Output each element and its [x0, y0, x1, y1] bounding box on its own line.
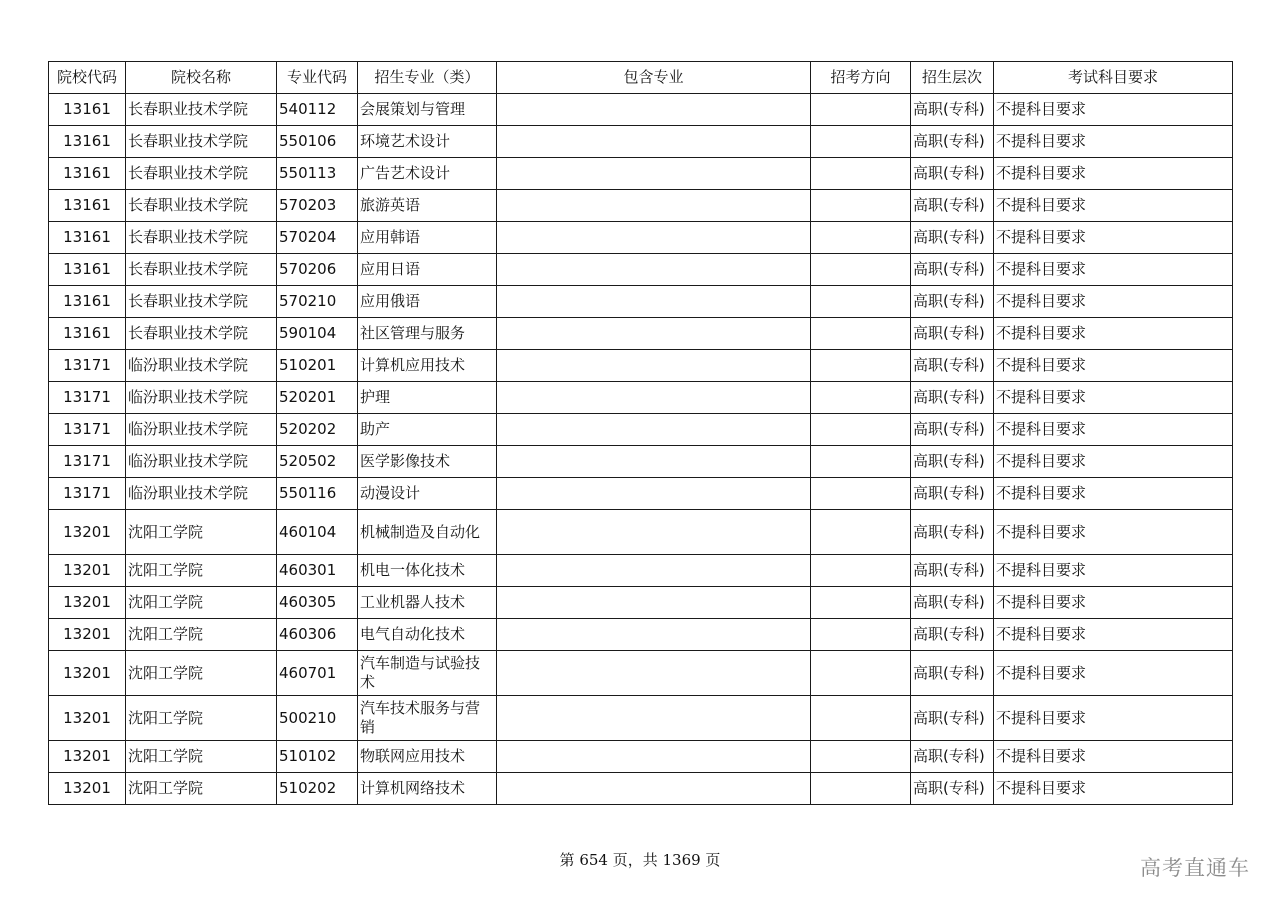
- cell-major: 汽车制造与试验技术: [358, 651, 497, 696]
- cell-school-name: 临汾职业技术学院: [126, 446, 277, 478]
- cell-included-majors: [497, 190, 811, 222]
- cell-school-name: 沈阳工学院: [126, 773, 277, 805]
- cell-requirement: 不提科目要求: [994, 222, 1233, 254]
- cell-school-code: 13171: [49, 478, 126, 510]
- cell-major: 机械制造及自动化: [358, 510, 497, 555]
- cell-school-code: 13161: [49, 318, 126, 350]
- cell-school-name: 沈阳工学院: [126, 741, 277, 773]
- cell-major-code: 540112: [277, 94, 358, 126]
- cell-school-name: 长春职业技术学院: [126, 158, 277, 190]
- cell-requirement: 不提科目要求: [994, 286, 1233, 318]
- cell-requirement: 不提科目要求: [994, 510, 1233, 555]
- cell-school-code: 13171: [49, 382, 126, 414]
- cell-major-code: 460301: [277, 555, 358, 587]
- cell-requirement: 不提科目要求: [994, 741, 1233, 773]
- cell-requirement: 不提科目要求: [994, 696, 1233, 741]
- table-row: [49, 222, 1233, 254]
- cell-school-name: 长春职业技术学院: [126, 190, 277, 222]
- header-row: [49, 62, 1233, 94]
- cell-requirement: 不提科目要求: [994, 414, 1233, 446]
- cell-school-code: 13161: [49, 286, 126, 318]
- cell-school-code: 13201: [49, 773, 126, 805]
- table-row: [49, 126, 1233, 158]
- cell-included-majors: [497, 158, 811, 190]
- cell-school-name: 长春职业技术学院: [126, 286, 277, 318]
- cell-level: 高职(专科): [911, 741, 994, 773]
- cell-level: 高职(专科): [911, 510, 994, 555]
- cell-direction: [811, 126, 911, 158]
- table-row: [49, 651, 1233, 696]
- cell-school-name: 长春职业技术学院: [126, 318, 277, 350]
- cell-school-code: 13161: [49, 94, 126, 126]
- cell-included-majors: [497, 555, 811, 587]
- header-school-name: 院校名称: [126, 62, 277, 94]
- table-row: [49, 555, 1233, 587]
- cell-school-name: 长春职业技术学院: [126, 94, 277, 126]
- cell-included-majors: [497, 414, 811, 446]
- cell-requirement: 不提科目要求: [994, 126, 1233, 158]
- cell-included-majors: [497, 478, 811, 510]
- cell-requirement: 不提科目要求: [994, 158, 1233, 190]
- cell-major: 社区管理与服务: [358, 318, 497, 350]
- cell-level: 高职(专科): [911, 254, 994, 286]
- cell-school-code: 13201: [49, 510, 126, 555]
- cell-direction: [811, 773, 911, 805]
- cell-major: 应用韩语: [358, 222, 497, 254]
- cell-level: 高职(专科): [911, 222, 994, 254]
- cell-included-majors: [497, 696, 811, 741]
- cell-school-code: 13201: [49, 741, 126, 773]
- cell-requirement: 不提科目要求: [994, 478, 1233, 510]
- cell-school-code: 13171: [49, 350, 126, 382]
- cell-direction: [811, 254, 911, 286]
- cell-major-code: 550106: [277, 126, 358, 158]
- cell-school-code: 13201: [49, 651, 126, 696]
- cell-direction: [811, 696, 911, 741]
- cell-major: 应用俄语: [358, 286, 497, 318]
- cell-requirement: 不提科目要求: [994, 254, 1233, 286]
- cell-major: 汽车技术服务与营销: [358, 696, 497, 741]
- header-requirement: 考试科目要求: [994, 62, 1233, 94]
- cell-school-name: 沈阳工学院: [126, 651, 277, 696]
- cell-included-majors: [497, 619, 811, 651]
- table-row: [49, 587, 1233, 619]
- cell-level: 高职(专科): [911, 350, 994, 382]
- cell-school-name: 沈阳工学院: [126, 587, 277, 619]
- cell-major-code: 510202: [277, 773, 358, 805]
- cell-major-code: 460104: [277, 510, 358, 555]
- cell-direction: [811, 741, 911, 773]
- cell-major: 电气自动化技术: [358, 619, 497, 651]
- header-major: 招生专业（类）: [358, 62, 497, 94]
- cell-requirement: 不提科目要求: [994, 382, 1233, 414]
- cell-included-majors: [497, 587, 811, 619]
- cell-requirement: 不提科目要求: [994, 587, 1233, 619]
- cell-included-majors: [497, 510, 811, 555]
- cell-requirement: 不提科目要求: [994, 619, 1233, 651]
- table-row: [49, 696, 1233, 741]
- cell-major: 会展策划与管理: [358, 94, 497, 126]
- cell-major-code: 520201: [277, 382, 358, 414]
- header-school-code: 院校代码: [49, 62, 126, 94]
- cell-direction: [811, 555, 911, 587]
- cell-level: 高职(专科): [911, 382, 994, 414]
- cell-included-majors: [497, 446, 811, 478]
- table-row: [49, 286, 1233, 318]
- cell-school-name: 临汾职业技术学院: [126, 478, 277, 510]
- watermark: 高考直通车: [1140, 856, 1250, 880]
- cell-direction: [811, 414, 911, 446]
- cell-school-name: 长春职业技术学院: [126, 254, 277, 286]
- cell-school-code: 13161: [49, 158, 126, 190]
- table-row: [49, 158, 1233, 190]
- cell-requirement: 不提科目要求: [994, 190, 1233, 222]
- cell-level: 高职(专科): [911, 190, 994, 222]
- cell-included-majors: [497, 382, 811, 414]
- cell-direction: [811, 619, 911, 651]
- cell-major: 广告艺术设计: [358, 158, 497, 190]
- cell-school-code: 13201: [49, 555, 126, 587]
- cell-direction: [811, 286, 911, 318]
- cell-major-code: 570204: [277, 222, 358, 254]
- table-row: [49, 741, 1233, 773]
- header-major-code: 专业代码: [277, 62, 358, 94]
- cell-school-code: 13161: [49, 254, 126, 286]
- cell-school-code: 13161: [49, 126, 126, 158]
- cell-school-code: 13201: [49, 619, 126, 651]
- cell-major-code: 510201: [277, 350, 358, 382]
- cell-included-majors: [497, 254, 811, 286]
- table-row: [49, 446, 1233, 478]
- cell-school-name: 沈阳工学院: [126, 696, 277, 741]
- table-row: [49, 510, 1233, 555]
- cell-school-code: 13161: [49, 190, 126, 222]
- cell-school-code: 13201: [49, 696, 126, 741]
- table-row: [49, 318, 1233, 350]
- cell-major: 机电一体化技术: [358, 555, 497, 587]
- cell-direction: [811, 158, 911, 190]
- table-row: [49, 773, 1233, 805]
- cell-direction: [811, 651, 911, 696]
- cell-school-name: 临汾职业技术学院: [126, 414, 277, 446]
- cell-requirement: 不提科目要求: [994, 318, 1233, 350]
- cell-direction: [811, 446, 911, 478]
- cell-major-code: 550113: [277, 158, 358, 190]
- cell-major: 物联网应用技术: [358, 741, 497, 773]
- cell-major: 医学影像技术: [358, 446, 497, 478]
- cell-major-code: 520202: [277, 414, 358, 446]
- cell-major: 工业机器人技术: [358, 587, 497, 619]
- cell-school-name: 沈阳工学院: [126, 510, 277, 555]
- cell-direction: [811, 510, 911, 555]
- header-level: 招生层次: [911, 62, 994, 94]
- cell-major-code: 570203: [277, 190, 358, 222]
- table-row: [49, 254, 1233, 286]
- page-number: 第 654 页，共 1369 页: [559, 851, 721, 869]
- cell-major-code: 520502: [277, 446, 358, 478]
- cell-school-code: 13161: [49, 222, 126, 254]
- cell-major-code: 570206: [277, 254, 358, 286]
- cell-school-code: 13171: [49, 446, 126, 478]
- table-body: [49, 94, 1233, 805]
- cell-major-code: 460306: [277, 619, 358, 651]
- cell-major: 动漫设计: [358, 478, 497, 510]
- header-direction: 招考方向: [811, 62, 911, 94]
- cell-included-majors: [497, 94, 811, 126]
- cell-major: 应用日语: [358, 254, 497, 286]
- cell-included-majors: [497, 286, 811, 318]
- table-row: [49, 94, 1233, 126]
- cell-level: 高职(专科): [911, 619, 994, 651]
- cell-major-code: 460305: [277, 587, 358, 619]
- cell-major: 计算机网络技术: [358, 773, 497, 805]
- table-row: [49, 478, 1233, 510]
- cell-level: 高职(专科): [911, 158, 994, 190]
- cell-direction: [811, 94, 911, 126]
- cell-level: 高职(专科): [911, 478, 994, 510]
- cell-level: 高职(专科): [911, 555, 994, 587]
- cell-level: 高职(专科): [911, 286, 994, 318]
- cell-major: 环境艺术设计: [358, 126, 497, 158]
- cell-direction: [811, 222, 911, 254]
- admissions-table: [48, 61, 1233, 805]
- cell-direction: [811, 587, 911, 619]
- cell-major-code: 500210: [277, 696, 358, 741]
- cell-direction: [811, 350, 911, 382]
- cell-requirement: 不提科目要求: [994, 555, 1233, 587]
- cell-school-code: 13201: [49, 587, 126, 619]
- cell-level: 高职(专科): [911, 414, 994, 446]
- cell-school-name: 沈阳工学院: [126, 555, 277, 587]
- table-row: [49, 190, 1233, 222]
- cell-level: 高职(专科): [911, 94, 994, 126]
- cell-major-code: 570210: [277, 286, 358, 318]
- cell-requirement: 不提科目要求: [994, 651, 1233, 696]
- cell-school-name: 临汾职业技术学院: [126, 350, 277, 382]
- cell-level: 高职(专科): [911, 126, 994, 158]
- cell-level: 高职(专科): [911, 696, 994, 741]
- cell-included-majors: [497, 773, 811, 805]
- cell-major: 计算机应用技术: [358, 350, 497, 382]
- cell-level: 高职(专科): [911, 446, 994, 478]
- cell-major-code: 460701: [277, 651, 358, 696]
- cell-school-name: 长春职业技术学院: [126, 222, 277, 254]
- cell-level: 高职(专科): [911, 773, 994, 805]
- cell-included-majors: [497, 126, 811, 158]
- cell-major-code: 510102: [277, 741, 358, 773]
- cell-major-code: 550116: [277, 478, 358, 510]
- cell-major: 助产: [358, 414, 497, 446]
- cell-direction: [811, 318, 911, 350]
- table-row: [49, 350, 1233, 382]
- cell-school-code: 13171: [49, 414, 126, 446]
- cell-direction: [811, 478, 911, 510]
- cell-level: 高职(专科): [911, 651, 994, 696]
- header-included-majors: 包含专业: [497, 62, 811, 94]
- cell-included-majors: [497, 651, 811, 696]
- cell-requirement: 不提科目要求: [994, 350, 1233, 382]
- cell-major: 旅游英语: [358, 190, 497, 222]
- cell-requirement: 不提科目要求: [994, 94, 1233, 126]
- cell-major-code: 590104: [277, 318, 358, 350]
- cell-school-name: 沈阳工学院: [126, 619, 277, 651]
- table-row: [49, 414, 1233, 446]
- cell-requirement: 不提科目要求: [994, 446, 1233, 478]
- cell-level: 高职(专科): [911, 587, 994, 619]
- cell-school-name: 长春职业技术学院: [126, 126, 277, 158]
- cell-included-majors: [497, 350, 811, 382]
- cell-included-majors: [497, 318, 811, 350]
- table-row: [49, 382, 1233, 414]
- cell-level: 高职(专科): [911, 318, 994, 350]
- cell-school-name: 临汾职业技术学院: [126, 382, 277, 414]
- table-row: [49, 619, 1233, 651]
- cell-direction: [811, 382, 911, 414]
- table-header: [49, 62, 1233, 94]
- cell-major: 护理: [358, 382, 497, 414]
- cell-direction: [811, 190, 911, 222]
- cell-included-majors: [497, 222, 811, 254]
- cell-included-majors: [497, 741, 811, 773]
- cell-requirement: 不提科目要求: [994, 773, 1233, 805]
